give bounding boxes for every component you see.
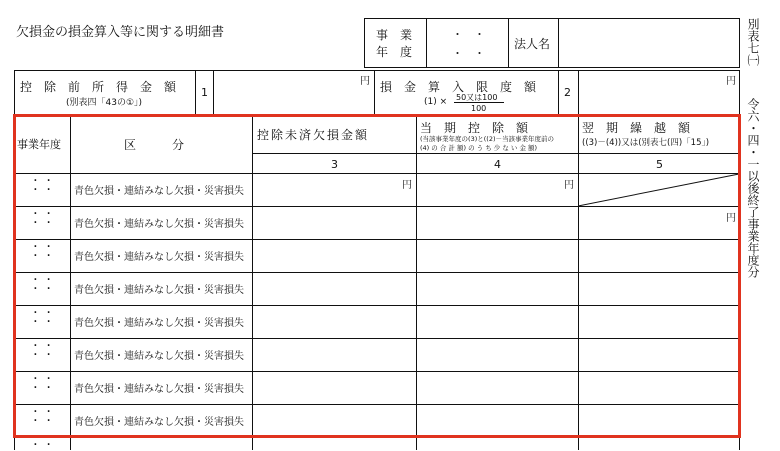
row-year-dots[interactable]: ・ ・ ・ ・ xyxy=(30,407,54,427)
limit-formula-denominator: 100 xyxy=(471,104,487,113)
yen-unit: 円 xyxy=(726,76,736,87)
limit-number: 2 xyxy=(564,86,571,99)
row-category: 青色欠損・連結みなし欠損・災害損失 xyxy=(74,318,244,329)
row-year-dots[interactable]: ・ ・ ・ ・ xyxy=(30,374,54,394)
yen-unit: 円 xyxy=(360,76,370,87)
col-number: 5 xyxy=(656,158,663,171)
col-header-current-note: (当該事業年度の(3)と((2)－当該事業年度前の xyxy=(420,135,554,143)
col-number: 4 xyxy=(494,158,501,171)
row-category: 青色欠損・連結みなし欠損・災害損失 xyxy=(74,351,244,362)
side-date-label: 令六・四・一以後終了事業年度分 xyxy=(746,98,760,278)
yen-unit: 円 xyxy=(402,180,412,191)
yen-unit: 円 xyxy=(726,213,736,224)
limit-label: 損 金 算 入 限 度 額 xyxy=(380,80,537,94)
row-year-dots[interactable]: ・ ・ ・ ・ xyxy=(30,242,54,262)
row-category: 青色欠損・連結みなし欠損・災害損失 xyxy=(74,417,244,428)
col-header-carryover-note: ((3)－(4))又は(別表七(四)「15」) xyxy=(582,138,710,148)
col-header-carryover: 翌 期 繰 越 額 xyxy=(582,121,691,135)
date-dots: ・ ・ xyxy=(452,28,485,41)
income-sub-label: (別表四「43の①」) xyxy=(66,98,143,108)
yen-unit: 円 xyxy=(564,180,574,191)
fiscal-year-label: 年 度 xyxy=(376,45,413,59)
row-category: 青色欠損・連結みなし欠損・災害損失 xyxy=(74,252,244,263)
col-header-fiscal-year: 事業年度 xyxy=(17,138,61,151)
limit-formula-prefix: (1) × xyxy=(424,97,448,107)
row-year-dots[interactable]: ・ ・ ・ ・ xyxy=(30,176,54,196)
date-dots: ・ ・ xyxy=(452,47,485,60)
row-year-dots: ・ ・ xyxy=(30,440,54,451)
col-header-current: 当 期 控 除 額 xyxy=(420,121,529,135)
row-year-dots[interactable]: ・ ・ ・ ・ xyxy=(30,308,54,328)
fiscal-year-label: 事 業 xyxy=(376,28,413,42)
side-form-label: 別表七㈠ xyxy=(746,18,760,66)
col-header-current-note: (4) の 合 計 額) の う ち 少 な い 金 額) xyxy=(420,144,538,152)
row-year-dots[interactable]: ・ ・ ・ ・ xyxy=(30,275,54,295)
corp-name-label: 法人名 xyxy=(514,37,551,51)
income-field[interactable] xyxy=(215,72,372,112)
income-number: 1 xyxy=(201,86,208,99)
row-category: 青色欠損・連結みなし欠損・災害損失 xyxy=(74,186,244,197)
corp-name-field[interactable] xyxy=(560,20,737,66)
row-category: 青色欠損・連結みなし欠損・災害損失 xyxy=(74,219,244,230)
highlight-box xyxy=(13,114,741,438)
col-header-category: 区 分 xyxy=(124,138,185,152)
row-year-dots[interactable]: ・ ・ ・ ・ xyxy=(30,209,54,229)
col-number: 3 xyxy=(331,158,338,171)
row-category: 青色欠損・連結みなし欠損・災害損失 xyxy=(74,285,244,296)
row-category: 青色欠損・連結みなし欠損・災害損失 xyxy=(74,384,244,395)
income-label: 控 除 前 所 得 金 額 xyxy=(20,80,177,94)
col-header-uncredited: 控除未済欠損金額 xyxy=(257,128,370,142)
row-year-dots[interactable]: ・ ・ ・ ・ xyxy=(30,341,54,361)
limit-formula-numerator: 50又は100 xyxy=(456,93,498,102)
form-title: 欠損金の損金算入等に関する明細書 xyxy=(16,25,225,40)
limit-field[interactable] xyxy=(580,72,737,112)
